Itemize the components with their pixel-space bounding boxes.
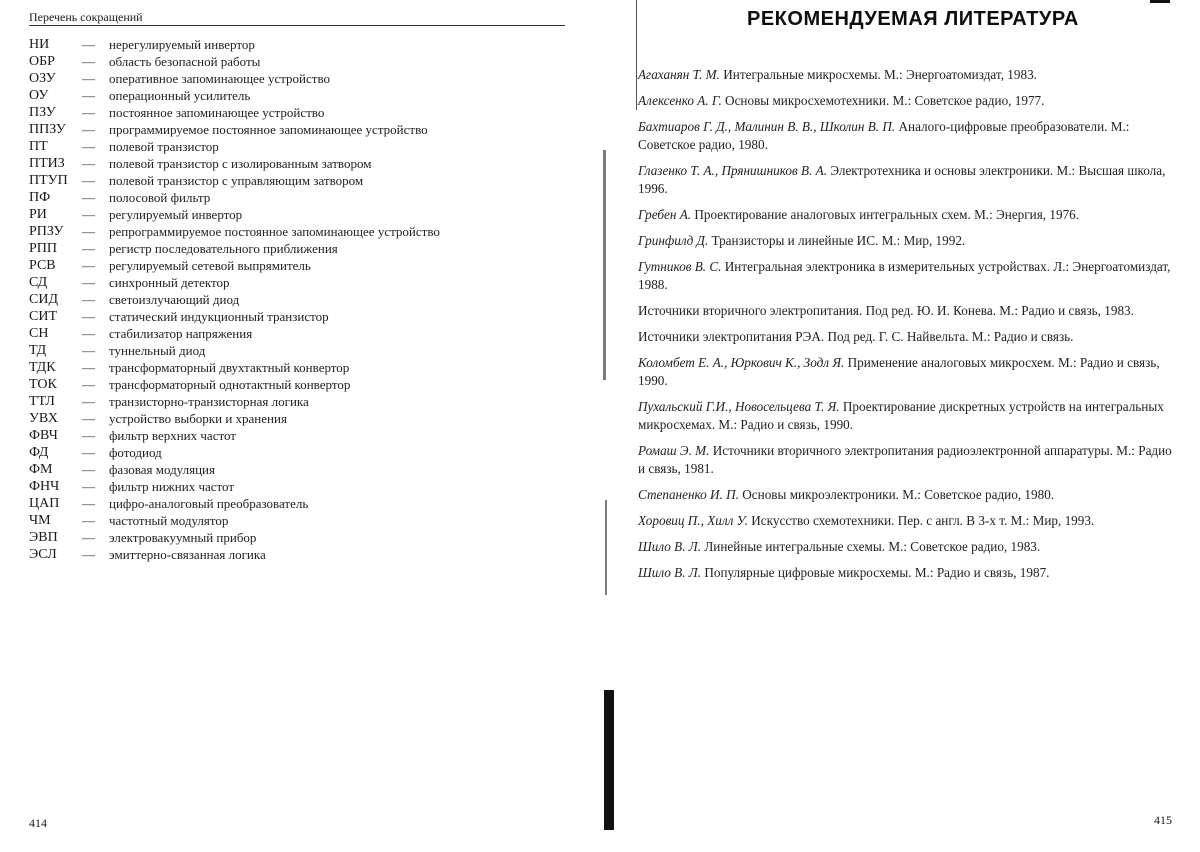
page-number-right: 415 <box>1154 813 1172 827</box>
abbreviation-definition: регулируемый инвертор <box>109 207 243 222</box>
abbreviation-dash: — <box>82 394 95 409</box>
reference-text: Искусство схемотехники. Пер. с англ. В 3-х т. М.: Мир, 1993. <box>751 513 1095 528</box>
abbreviation-dash: — <box>82 190 95 205</box>
abbreviation-definition: фазовая модуляция <box>109 462 215 477</box>
abbreviation-definition: транзисторно-транзисторная логика <box>109 394 309 409</box>
reference-authors: Шило В. Л. <box>638 565 702 580</box>
abbreviation-dash: — <box>82 462 95 477</box>
abbreviation-row <box>29 291 589 308</box>
reference-text: Транзисторы и линейные ИС. М.: Мир, 1992. <box>711 233 966 248</box>
abbreviation-row <box>29 478 589 495</box>
reference-authors: Хоровиц П., Хилл У. <box>638 513 748 528</box>
reference-entry <box>638 564 1178 582</box>
abbreviation-row <box>29 172 589 189</box>
abbreviation-row <box>29 529 589 546</box>
abbreviation-row <box>29 359 589 376</box>
reference-entry <box>638 538 1178 556</box>
abbreviation-code: УВХ <box>29 411 59 426</box>
abbreviation-dash: — <box>82 156 95 171</box>
abbreviation-definition: трансформаторный однотактный конвертор <box>109 377 351 392</box>
reference-text: Применение аналоговых микросхем. М.: Радио и связь, 1990. <box>638 355 1160 388</box>
abbreviation-list <box>29 36 589 563</box>
abbreviation-row <box>29 240 589 257</box>
reference-text: Аналого-цифровые преобразователи. М.: Советское радио, 1980. <box>638 119 1130 152</box>
abbreviation-code: СИТ <box>29 309 57 324</box>
abbreviation-definition: полевой транзистор <box>109 139 219 154</box>
abbreviation-definition: регистр последовательного приближения <box>109 241 338 256</box>
abbreviation-definition: устройство выборки и хранения <box>109 411 287 426</box>
reference-text: Проектирование дискретных устройств на интегральных микросхемах. М.: Радио и связь, 1990. <box>638 399 1164 432</box>
reference-entry <box>638 92 1178 110</box>
abbreviation-dash: — <box>82 360 95 375</box>
reference-authors: Коломбет Е. А., Юркович К., Зодл Я. <box>638 355 845 370</box>
abbreviation-dash: — <box>82 224 95 239</box>
abbreviation-code: ФНЧ <box>29 479 60 494</box>
reference-text: Популярные цифровые микросхемы. М.: Радио и связь, 1987. <box>704 565 1050 580</box>
abbreviation-code: РПП <box>29 241 58 256</box>
abbreviation-row <box>29 444 589 461</box>
abbreviation-row <box>29 223 589 240</box>
abbreviation-dash: — <box>82 54 95 69</box>
abbreviation-row <box>29 274 589 291</box>
abbreviation-code: ТД <box>29 343 47 358</box>
abbreviation-code: ППЗУ <box>29 122 66 137</box>
abbreviation-row <box>29 461 589 478</box>
abbreviation-definition: полосовой фильтр <box>109 190 211 205</box>
abbreviation-row <box>29 325 589 342</box>
reference-entry <box>638 442 1178 478</box>
abbreviation-row <box>29 53 589 70</box>
abbreviation-row <box>29 104 589 121</box>
reference-entry <box>638 398 1178 434</box>
abbreviation-definition: фильтр нижних частот <box>109 479 235 494</box>
abbreviation-definition: постоянное запоминающее устройство <box>109 105 325 120</box>
abbreviation-definition: стабилизатор напряжения <box>109 326 253 341</box>
abbreviation-dash: — <box>82 258 95 273</box>
abbreviation-dash: — <box>82 445 95 460</box>
abbreviation-definition: операционный усилитель <box>109 88 251 103</box>
reference-authors: Степаненко И. П. <box>638 487 739 502</box>
abbreviation-code: ЦАП <box>29 496 60 511</box>
abbreviation-dash: — <box>82 173 95 188</box>
abbreviation-dash: — <box>82 71 95 86</box>
abbreviation-row <box>29 308 589 325</box>
page-number-left: 414 <box>29 816 47 830</box>
abbreviation-dash: — <box>82 496 95 511</box>
abbreviation-definition: программируемое постоянное запоминающее устройство <box>109 122 428 137</box>
abbreviation-code: РСВ <box>29 258 56 273</box>
abbreviation-code: РИ <box>29 207 47 222</box>
abbreviation-code: ПТИЗ <box>29 156 65 171</box>
reference-entry <box>638 302 1178 320</box>
abbreviation-row <box>29 427 589 444</box>
abbreviation-dash: — <box>82 343 95 358</box>
reference-entry <box>638 66 1178 84</box>
reference-text: Линейные интегральные схемы. М.: Советское радио, 1983. <box>704 539 1041 554</box>
abbreviation-definition: синхронный детектор <box>109 275 230 290</box>
reference-authors: Бахтиаров Г. Д., Малинин В. В., Школин В. П. <box>638 119 896 134</box>
abbreviation-code: ЭСЛ <box>29 547 57 562</box>
abbreviation-definition: частотный модулятор <box>109 513 229 528</box>
abbreviation-code: ФМ <box>29 462 53 477</box>
abbreviation-definition: трансформаторный двухтактный конвертор <box>109 360 350 375</box>
abbreviation-definition: светоизлучающий диод <box>109 292 240 307</box>
abbreviation-row <box>29 36 589 53</box>
abbreviation-row <box>29 155 589 172</box>
abbreviation-dash: — <box>82 479 95 494</box>
abbreviation-code: ТОК <box>29 377 57 392</box>
reference-text: Основы микросхемотехники. М.: Советское радио, 1977. <box>725 93 1045 108</box>
abbreviation-code: ТДК <box>29 360 56 375</box>
abbreviation-code: ОУ <box>29 88 49 103</box>
reference-text: Интегральные микросхемы. М.: Энергоатомиздат, 1983. <box>723 67 1037 82</box>
abbreviation-dash: — <box>82 88 95 103</box>
abbreviation-definition: электровакуумный прибор <box>109 530 257 545</box>
abbreviation-row <box>29 121 589 138</box>
abbreviation-row <box>29 206 589 223</box>
abbreviation-definition: цифро-аналоговый преобразователь <box>109 496 309 511</box>
abbreviation-dash: — <box>82 275 95 290</box>
reference-authors: Гринфилд Д. <box>638 233 709 248</box>
abbreviation-code: ЭВП <box>29 530 58 545</box>
reference-authors: Алексенко А. Г. <box>638 93 722 108</box>
abbreviation-definition: полевой транзистор с изолированным затвором <box>109 156 372 171</box>
reference-list <box>638 66 1178 590</box>
abbreviation-definition: область безопасной работы <box>109 54 261 69</box>
reference-entry <box>638 512 1178 530</box>
reference-entry <box>638 206 1178 224</box>
abbreviation-dash: — <box>82 207 95 222</box>
abbreviation-row <box>29 70 589 87</box>
reference-entry <box>638 486 1178 504</box>
abbreviation-definition: полевой транзистор с управляющим затвором <box>109 173 364 188</box>
abbreviation-definition: туннельный диод <box>109 343 206 358</box>
abbreviation-dash: — <box>82 547 95 562</box>
abbreviation-code: РПЗУ <box>29 224 64 239</box>
abbreviation-code: НИ <box>29 37 50 52</box>
abbreviation-row <box>29 376 589 393</box>
reference-entry <box>638 232 1178 250</box>
reference-entry <box>638 258 1178 294</box>
reference-authors: Шило В. Л. <box>638 539 702 554</box>
abbreviation-dash: — <box>82 530 95 545</box>
reference-entry <box>638 118 1178 154</box>
reference-text: Основы микроэлектроники. М.: Советское радио, 1980. <box>742 487 1055 502</box>
abbreviation-dash: — <box>82 105 95 120</box>
abbreviation-code: СИД <box>29 292 58 307</box>
abbreviation-code: ТТЛ <box>29 394 55 409</box>
abbreviation-dash: — <box>82 292 95 307</box>
reference-text: Электротехника и основы электроники. М.: Высшая школа, 1996. <box>638 163 1166 196</box>
abbreviation-code: ПТУП <box>29 173 68 188</box>
reference-text: Интегральная электроника в измерительных устройствах. Л.: Энергоатомиздат, 1988. <box>638 259 1171 292</box>
abbreviation-row <box>29 546 589 563</box>
abbreviation-row <box>29 87 589 104</box>
abbreviation-dash: — <box>82 37 95 52</box>
abbreviation-code: СН <box>29 326 49 341</box>
reference-authors: Пухальский Г.И., Новосельцева Т. Я. <box>638 399 840 414</box>
abbreviation-dash: — <box>82 326 95 341</box>
abbreviation-definition: оперативное запоминающее устройство <box>109 71 331 86</box>
reference-authors: Гутников В. С. <box>638 259 722 274</box>
abbreviation-dash: — <box>82 139 95 154</box>
abbreviation-dash: — <box>82 122 95 137</box>
abbreviation-dash: — <box>82 241 95 256</box>
reference-entry <box>638 328 1178 346</box>
abbreviation-row <box>29 495 589 512</box>
chapter-title: РЕКОМЕНДУЕМАЯ ЛИТЕРАТУРА <box>747 8 1079 30</box>
abbreviation-row <box>29 257 589 274</box>
abbreviation-definition: статический индукционный транзистор <box>109 309 329 324</box>
abbreviation-definition: регулируемый сетевой выпрямитель <box>109 258 311 273</box>
abbreviation-dash: — <box>82 411 95 426</box>
abbreviation-code: ПЗУ <box>29 105 56 120</box>
abbreviation-code: ОБР <box>29 54 55 69</box>
abbreviation-definition: фильтр верхних частот <box>109 428 236 443</box>
abbreviation-row <box>29 393 589 410</box>
reference-authors: Ромаш Э. М. <box>638 443 710 458</box>
abbreviation-row <box>29 342 589 359</box>
abbreviation-definition: эмиттерно-связанная логика <box>109 547 266 562</box>
reference-text: Источники вторичного электропитания радиоэлектронной аппаратуры. М.: Радио и связь, 1981. <box>638 443 1172 476</box>
reference-authors: Агаханян Т. М. <box>638 67 720 82</box>
abbreviation-dash: — <box>82 309 95 324</box>
abbreviation-row <box>29 512 589 529</box>
reference-entry <box>638 354 1178 390</box>
abbreviation-code: ПФ <box>29 190 51 205</box>
abbreviation-dash: — <box>82 513 95 528</box>
abbreviation-code: ФВЧ <box>29 428 58 443</box>
abbreviation-row <box>29 410 589 427</box>
reference-text: Источники вторичного электропитания. Под ред. Ю. И. Конева. М.: Радио и связь, 1983. <box>638 303 1134 318</box>
reference-authors: Глазенко Т. А., Прянишников В. А. <box>638 163 828 178</box>
abbreviation-code: ЧМ <box>29 513 51 528</box>
abbreviation-dash: — <box>82 377 95 392</box>
reference-entry <box>638 162 1178 198</box>
reference-authors: Гребен А. <box>638 207 692 222</box>
abbreviation-code: ОЗУ <box>29 71 56 86</box>
abbreviation-dash: — <box>82 428 95 443</box>
abbreviation-row <box>29 189 589 206</box>
abbreviation-definition: нерегулируемый инвертор <box>109 37 255 52</box>
reference-text: Проектирование аналоговых интегральных схем. М.: Энергия, 1976. <box>694 207 1080 222</box>
abbreviation-definition: фотодиод <box>109 445 162 460</box>
abbreviation-code: ПТ <box>29 139 48 154</box>
abbreviation-row <box>29 138 589 155</box>
right-page <box>600 0 1200 852</box>
abbreviation-code: ФД <box>29 445 49 460</box>
running-head: Перечень сокращений <box>29 9 565 26</box>
abbreviation-definition: репрограммируемое постоянное запоминающее устройство <box>109 224 440 239</box>
abbreviation-code: СД <box>29 275 48 290</box>
reference-text: Источники электропитания РЭА. Под ред. Г. С. Найвельта. М.: Радио и связь. <box>638 329 1074 344</box>
